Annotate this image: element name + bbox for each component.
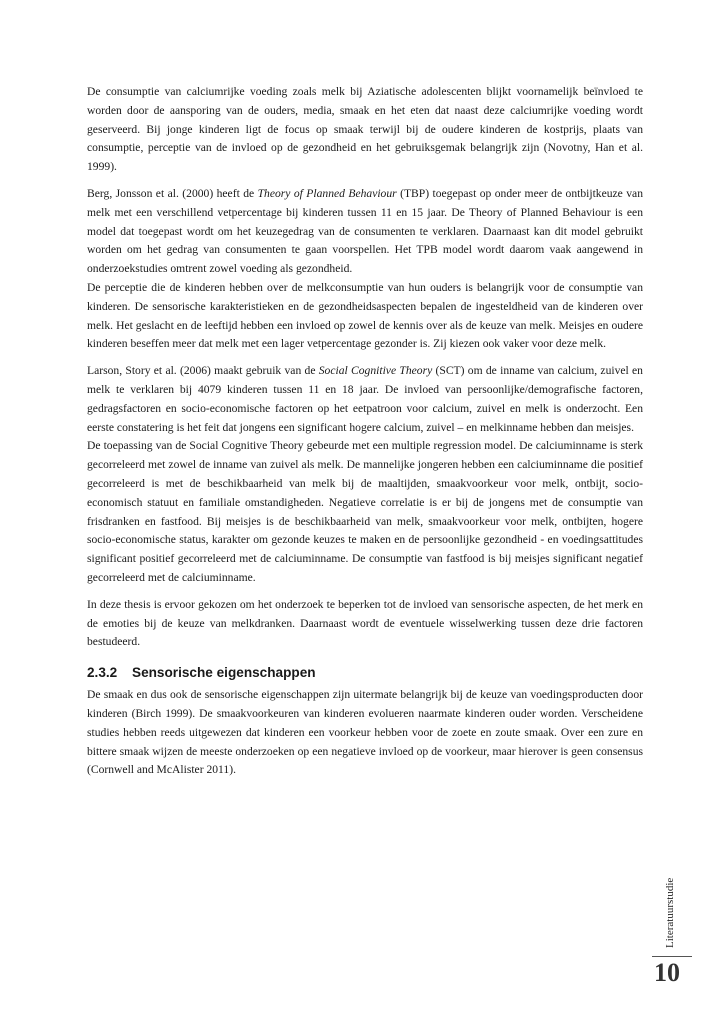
paragraph-regression: De toepassing van de Social Cognitive Theory gebeurde met een multiple regression model. De calciuminname is sterk gecorreleerd met zowel de inname van zuivel als melk. De mannelijke jongeren hebben een calciuminname die positief gecorreleerd is met de beschikbaarheid van melk bij de maaltijden, smaakvoorkeur voor melk, ontbijt, socio-economisch statuut en familiale omstandigheden. Negatieve correlatie is er bij de jongens met de consumptie van frisdranken en fastfood. Bij meisjes is de beschikbaarheid van melk, smaakvoorkeur voor melk, ontbijten, hogere socio-economische status, karakter om gezonde keuzes te maken en de persoonlijke gezondheid - en voedingsattitudes significant positief gecorreleerd met de calciuminname. De consumptie van fastfood is bij meisjes significant negatief gecorreleerd met de calciuminname. — [87, 439, 643, 584]
section-title: Sensorische eigenschappen — [132, 665, 316, 681]
body-text — [87, 83, 643, 780]
theory-planned-behaviour-term: Theory of Planned Behaviour — [257, 186, 397, 200]
paragraph-thesis-scope: In deze thesis is ervoor gekozen om het onderzoek te beperken tot de invloed van sensorische aspecten, de het merk en de emoties bij de keuze van melkdranken. Daarnaast wordt de eventuele wisselwerking tussen deze drie factoren bestudeerd. — [87, 597, 643, 649]
paragraph-sct — [87, 362, 643, 437]
paragraph-calcium-asia: De consumptie van calciumrijke voeding zoals melk bij Aziatische adolescenten blijkt voornamelijk beïnvloed te worden door de aansporing van de ouders, media, smaak en het eten dat naast deze calciumrijke voeding wordt geserveerd. Bij jonge kinderen ligt de focus op smaak terwijl bij de oudere kinderen de kostprijs, plaats van consumptie, perceptie van de invloed op de gezondheid en het gebruiksgemak belangrijk zijn (Novotny, Han et al. 1999). — [87, 85, 643, 174]
paragraph-tpb-rest: (TBP) toegepast op onder meer de ontbijtkeuze van melk met een verschillend vetpercentage bij kinderen tussen 11 en 15 jaar. De Theory of Planned Behaviour is een model dat toegepast wordt om het keuzegedrag van de consumenten te verklaren. Daarnaast kan dit model gebruikt worden om het gedrag van consumenten te gaan voorspellen. Het TPB model wordt daarom vaak aangewend in onderzoekstudies omtrent zowel voeding als gezondheid. — [87, 186, 643, 276]
paragraph-sct-lead: Larson, Story et al. (2006) maakt gebruik van de — [87, 364, 319, 378]
sidebar-divider — [652, 956, 692, 957]
section-number: 2.3.2 — [87, 665, 118, 681]
section-heading — [87, 664, 643, 682]
social-cognitive-theory-term: Social Cognitive Theory — [318, 364, 433, 378]
paragraph-tpb-lead: Berg, Jonsson et al. (2000) heeft de — [87, 186, 258, 200]
paragraph-perception: De perceptie die de kinderen hebben over de melkconsumptie van hun ouders is belangrijk voor de consumptie van kinderen. De sensorische karakteristieken en de gezondheidsaspecten bepalen de ingesteldheid van de kinderen over melk. Het geslacht en de leeftijd hebben een invloed op zowel de kennis over als de keuze van melk. Meisjes en oudere kinderen beseffen meer dat melk met een lager vetpercentage gezonder is. Zij kiezen ook vaker voor deze melk. — [87, 280, 643, 351]
page-number: 10 — [654, 958, 680, 987]
running-section-label: Literatuurstudie — [664, 877, 676, 948]
paragraph-tpb — [87, 185, 643, 279]
paragraph-sensory: De smaak en dus ook de sensorische eigenschappen zijn uitermate belangrijk bij de keuze van voedingsproducten door kinderen (Birch 1999). De smaakvoorkeuren van kinderen evolueren naarmate kinderen ouder worden. Verscheidene studies hebben reeds uitgewezen dat kinderen een voorkeur hebben voor de zoete en zoute smaak. Over een zure en bittere smaak wijzen de meeste onderzoeken op een negatieve invloed op de voorkeur, maar hierover is geen consensus (Cornwell and McAlister 2011). — [87, 688, 643, 777]
paragraph-sct-rest: (SCT) om de inname van calcium, zuivel en melk te verklaren bij 4079 kinderen tussen 11 en 18 jaar. De invloed van persoonlijke/demografische factoren, gedragsfactoren en socio-economische factoren op het eetpatroon voor calcium, zuivel en melk is onderzocht. Een eerste constatering is het feit dat jongens een significant hogere calcium, zuivel – en melkinname hebben dan meisjes. — [87, 364, 643, 434]
